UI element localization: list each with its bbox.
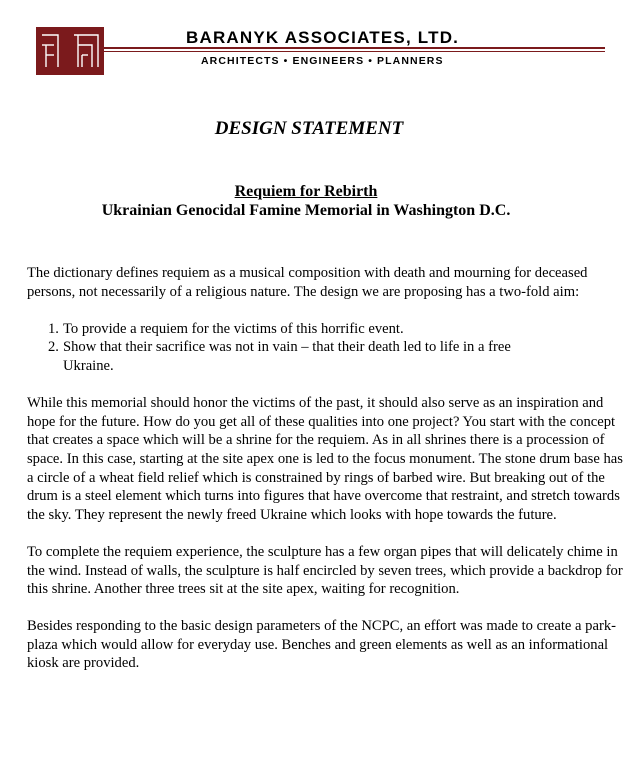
- title-main: Requiem for Rebirth: [234, 183, 378, 200]
- letterhead-rule: [104, 47, 605, 49]
- title-subtitle: Ukrainian Genocidal Famine Memorial in Washington D.C.: [101, 202, 511, 219]
- list-item-number: 2.: [48, 339, 59, 356]
- company-logo: [36, 27, 104, 75]
- list-item-text: Show that their sacrifice was not in vain – that their death led to life in a free Ukraine.: [63, 339, 511, 374]
- sculpture-paragraph: To complete the requiem experience, the sculpture has a few organ pipes that will delicately chime in the wind. Instead of walls, the sculpture is half encircled by seven trees, which provide a backdrop for this shrine. Another three trees sit at the site apex, waiting for recognition.: [27, 543, 623, 598]
- aims-list-item: [27, 338, 563, 375]
- aims-list-item: [27, 320, 563, 339]
- company-tagline: ARCHITECTS • ENGINEERS • PLANNERS: [201, 55, 444, 67]
- list-item-number: 1.: [48, 320, 59, 337]
- document-heading: DESIGN STATEMENT: [214, 118, 404, 139]
- intro-paragraph: The dictionary defines requiem as a musical composition with death and mourning for deceased persons, not necessarily of a religious nature. The design we are proposing has a two-fold aim:: [27, 265, 588, 300]
- letterhead: [0, 0, 638, 80]
- park-plaza-paragraph: Besides responding to the basic design parameters of the NCPC, an effort was made to create a park-plaza which would allow for everyday use. Benches and green elements as well as an informational kiosk are provided.: [27, 618, 616, 672]
- list-item-text: To provide a requiem for the victims of this horrific event.: [63, 320, 404, 337]
- company-logo-icon: [36, 27, 104, 75]
- letterhead-rule-thin: [104, 51, 605, 52]
- aims-list: [27, 320, 627, 376]
- document-body: [27, 264, 627, 692]
- concept-paragraph: While this memorial should honor the victims of the past, it should also serve as an inspiration and hope for the future. How do you get all of these qualities into one project? You start with the concept that creates a space which will be a shrine for the requiem. As in all shrines there is a procession of space. In this case, starting at the site apex one is led to the focus monument. The stone drum base has a circle of a wheat field relief which is constrained by rings of barbed wire. But breaking out of the drum is a steel element which turns into figures that have overcome that restraint, and stretch towards the sky. They represent the newly freed Ukraine which looks with hope towards the future.: [27, 395, 623, 523]
- company-name: BARANYK ASSOCIATES, LTD.: [186, 28, 460, 47]
- document-title: [0, 182, 612, 220]
